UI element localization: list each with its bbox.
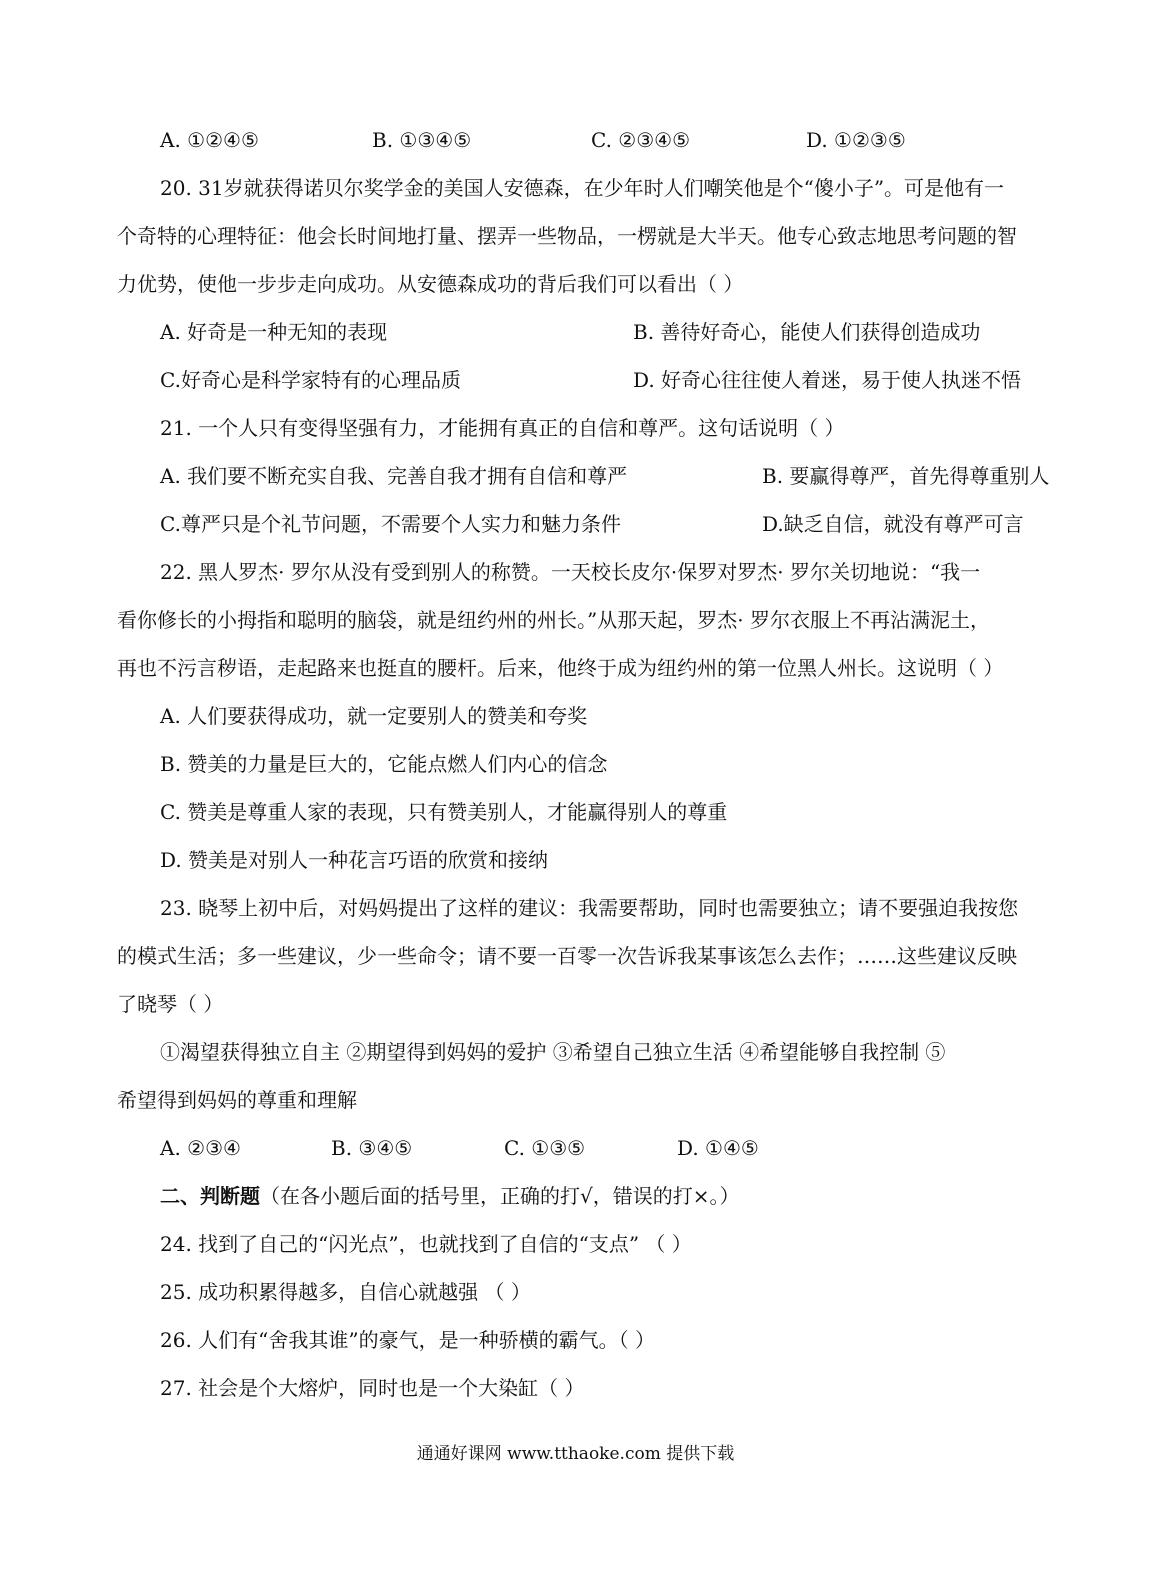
- q20-option-b: B. 善待好奇心，能使人们获得创造成功: [633, 320, 981, 344]
- q20-option-a: A. 好奇是一种无知的表现: [160, 320, 388, 344]
- q23-option-b: B. ③④⑤: [331, 1136, 413, 1160]
- judgment-question: 24. 找到了自己的“闪光点”，也就找到了自信的“支点” （ ）: [160, 1232, 692, 1256]
- q23-option-a: A. ②③④: [160, 1136, 241, 1160]
- q19-option-d: D. ①②③⑤: [806, 128, 906, 152]
- q23-option-d: D. ①④⑤: [677, 1136, 759, 1160]
- q20-stem-line: 个奇特的心理特征：他会长时间地打量、摆弄一些物品，一楞就是大半天。他专心致志地思考问题的智: [117, 224, 1017, 248]
- q23-choices-line: 希望得到妈妈的尊重和理解: [117, 1088, 357, 1112]
- page-footer: 通通好课网 www.tthaoke.com 提供下载: [416, 1444, 735, 1464]
- section-title: 二、判断题: [160, 1184, 260, 1208]
- q22-stem-line: 看你修长的小拇指和聪明的脑袋，就是纽约州的州长。”从那天起，罗杰· 罗尔衣服上不再沾满泥土，: [117, 608, 990, 632]
- q23-stem-line: 23. 晓琴上初中后，对妈妈提出了这样的建议：我需要帮助，同时也需要独立；请不要强迫我按您: [160, 896, 1019, 920]
- q21-option-c: C.尊严只是个礼节问题，不需要个人实力和魅力条件: [160, 512, 621, 536]
- q23-stem-line: 的模式生活；多一些建议，少一些命令；请不要一百零一次告诉我某事该怎么去作；……这些建议反映: [117, 944, 1017, 968]
- q19-option-c: C. ②③④⑤: [591, 128, 691, 152]
- q23-option-c: C. ①③⑤: [504, 1136, 586, 1160]
- q22-option-a: A. 人们要获得成功，就一定要别人的赞美和夸奖: [160, 704, 588, 728]
- judgment-question: 26. 人们有“舍我其谁”的豪气，是一种骄横的霸气。（ ）: [160, 1328, 655, 1352]
- q20-stem-line: 力优势，使他一步步走向成功。从安德森成功的背后我们可以看出（ ）: [117, 272, 744, 296]
- q22-option-d: D. 赞美是对别人一种花言巧语的欣赏和接纳: [160, 848, 549, 872]
- q22-stem-line: 22. 黑人罗杰· 罗尔从没有受到别人的称赞。一天校长皮尔·保罗对罗杰· 罗尔关切地说：“我一: [160, 560, 981, 584]
- q21-option-a: A. 我们要不断充实自我、完善自我才拥有自信和尊严: [160, 464, 628, 488]
- q21-option-d: D.缺乏自信，就没有尊严可言: [762, 512, 1024, 536]
- section-heading: [160, 1184, 740, 1208]
- q22-option-c: C. 赞美是尊重人家的表现，只有赞美别人，才能赢得别人的尊重: [160, 800, 728, 824]
- q20-option-d: D. 好奇心往往使人着迷，易于使人执迷不悟: [633, 368, 1022, 392]
- section-instruction: （在各小题后面的括号里，正确的打√，错误的打×。）: [260, 1184, 740, 1208]
- q21-option-b: B. 要赢得尊严，首先得尊重别人: [762, 464, 1050, 488]
- q22-option-b: B. 赞美的力量是巨大的，它能点燃人们内心的信念: [160, 752, 608, 776]
- judgment-question: 27. 社会是个大熔炉，同时也是一个大染缸（ ）: [160, 1376, 585, 1400]
- q22-stem-line: 再也不污言秽语，走起路来也挺直的腰杆。后来，他终于成为纽约州的第一位黑人州长。这说明（ ）: [117, 656, 1004, 680]
- judgment-question: 25. 成功积累得越多，自信心就越强 （ ）: [160, 1280, 531, 1304]
- q20-stem-line: 20. 31岁就获得诺贝尔奖学金的美国人安德森，在少年时人们嘲笑他是个“傻小子”。可是他有一: [160, 176, 1005, 200]
- q19-option-a: A. ①②④⑤: [160, 128, 259, 152]
- q20-option-c: C.好奇心是科学家特有的心理品质: [160, 368, 461, 392]
- q23-choices-line: ①渴望获得独立自主 ②期望得到妈妈的爱护 ③希望自己独立生活 ④希望能够自我控制 ⑤: [160, 1040, 946, 1064]
- q23-stem-line: 了晓琴（ ）: [117, 992, 224, 1016]
- q19-option-b: B. ①③④⑤: [372, 128, 472, 152]
- q21-stem-line: 21. 一个人只有变得坚强有力，才能拥有真正的自信和尊严。这句话说明（ ）: [160, 416, 845, 440]
